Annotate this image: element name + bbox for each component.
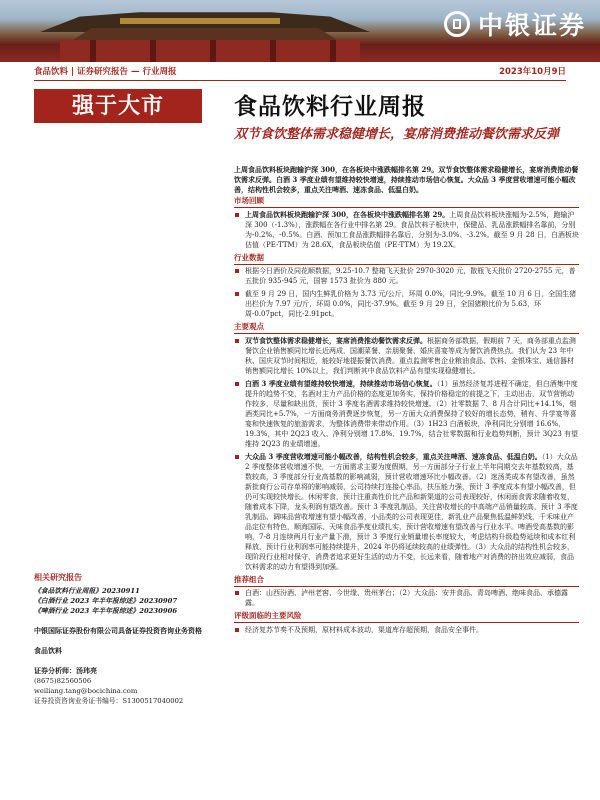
bullet-text: （1）虽然经济复苏进程不确定，但白酒集中度提升的趋势不变，名酒对主力产品价格的态度更加务实，保持价格稳定的前提之下，主动出击，双节营销动作较多，尽量和缺出货，预计 3 季度名酒需求维持较快增速。（2）社零数据 7、8 月合计同比+14.1%，烟酒类同比+5.7%，一方面商务消费逐步恢复，另一方面大众消费保持了较好的增长态势，稍有、升学宴等喜宴和快速恢复的旅游需求，为整体消费带来带动作用。（3）1H23 白酒板块，净利同比分别增 16.6%，19.3%，其中 2Q23 收入、净利分别增 17.8%、19.7%，结合社零数据和行业趋势判断，预计 3Q23 有望维持 2Q23 的业绩增速。 (245, 379, 579, 448)
related-report-link[interactable]: 《白酒行业 2023 年半年报综述》20230907 (34, 597, 178, 605)
qualification-notice: 中银国际证券股份有限公司具备证券投资咨询业务资格 (34, 626, 202, 635)
analyst-name: 证券分析师：汤玮亮 (34, 666, 97, 675)
report-body (234, 165, 579, 638)
bullet-square-icon (235, 213, 239, 217)
bullet-item (234, 452, 579, 572)
bullet-text: 根据商务部数据，假期前 7 天，商务部重点监测餐饮企业销售额同比增长近两成，国潮菜餐、亲朋聚餐、婚庆喜宴等成为餐饮消费热点。我们认为 23 年中秋、国庆双节时间相近，能较好地提振餐饮消费。重点监测零售企业粮油食品、饮料、金银珠宝、通信器材销售额同比增长 10%以上，我们判断其中食品饮料产品有望实现稳健增长。 (245, 336, 576, 375)
palace-column (90, 40, 96, 62)
header-banner (0, 0, 600, 62)
bullet-square-icon (235, 455, 239, 459)
bullet-square-icon (235, 292, 239, 296)
palace-column (330, 40, 336, 62)
section-heading-market: 市场回顾 (234, 196, 264, 205)
related-report-link[interactable]: 《啤酒行业 2023 年半年报综述》20230906 (34, 607, 178, 615)
section-divider (234, 264, 579, 265)
analyst-certificate: 证券投资咨询业务证书编号：S1300517040002 (34, 697, 184, 705)
section-divider (234, 586, 579, 587)
bullet-text: （1）大众品 2 季度整体营收增速不快，一方面需求主要为度假期，另一方面部分子行业上半年同期交去年基数较高，基数较高，3 季度部分行业高基数的影响减弱，预计营收增速环比小幅改善。（2）迷汤类成本有望改善，虽然新批商行公司存单将的影响减弱，公司持续打连接心率品，扶压能力强，预计 3 季度成本有望小幅改善，但仍可实现较快增长。休闲零食，预计注重高性价比产品和新渠道的公司表现较好，休闲面食需求随着收复，随着成本下降，龙头利润有望改善。预计 3 季度乳制品，关注营收增长的中高端产品销量较高，预计 3 季度乳制品、调味品营收增速有望小幅改善，小品类的公司表现更佳，新乳业产品聚焦低温鲜奶线，千禾味业产品定位有特色，顺海国际、天味食品季度业绩扎实，预计营收增速有望改善与行业水平。啤酒受高基数的影响，7-8 月连续两月行业产量下滑，预计 3 季度行业销量增长率度较大，考虑结构升级趋势延续和成本红利释放，预计行业利润率可能持续提升，2024 年仍将延续较高的业绩弹性。（3）大众品的结构性机会较多，现阶段行业相对保守，消费者追求更好生活的动力不变，长远来看，随着地产对消费的挤出效应减弱，食品饮料需求的动力有望得到加强。 (245, 452, 578, 571)
palace-column (150, 40, 156, 62)
report-header (34, 64, 566, 78)
palace-column (210, 40, 216, 62)
bullet-square-icon (235, 591, 239, 595)
section-heading-data: 行业数据 (234, 252, 264, 262)
bullet-text: 白酒：山西汾酒、泸州老窖、今世缘、贵州茅台；（2）大众品：安井食品、青岛啤酒、绝味食品、承德露露。 (245, 589, 568, 607)
palace-trim-decoration (120, 18, 280, 24)
report-date: 2023年10月9日 (499, 67, 566, 77)
page-subtitle: 双节食饮整体需求稳健增长，宴席消费推动餐饮需求反弹 (234, 127, 560, 142)
brand-name: 中银证券 (477, 11, 586, 40)
bullet-lead: 白酒 3 季度业绩有望维持较快增速，持续推动市场信心恢复。 (245, 378, 437, 388)
report-category: 食品饮料 | 证券研究报告 — 行业周报 (34, 67, 177, 77)
report-summary: 上周食品饮料板块跑输沪深 300，在各板块中涨跌幅排名第 29。双节食饮整体需求稳健增长，宴席消费推动餐饮需求反弹。白酒 3 季度业绩有望维持较快增速，持续推动市场信心恢复。大众品 3 季度营收增速可能小幅改善，结构性机会较多，重点关注啤酒、速冻食品、低温白奶。 (234, 165, 579, 194)
bullet-item (234, 289, 579, 319)
brand-logo (444, 6, 586, 42)
analyst-email[interactable]: weiliang.tang@bocichina.com (34, 687, 138, 695)
rating-badge: 强于大市 (34, 89, 202, 123)
bullet-text: 截至 9 月 29 日，国内生鲜乳价格为 3.73 元/公斤，环周 0.0%，同比-9.9%。截至 10 月 6 日，全国生猪出栏价为 7.97 元/斤，环周 0.0%，同比-37.9%。截至 9 月 29 日，全国猪粮比价为 5.63，环周-0.07pct，同比-2.91pct。 (245, 290, 577, 318)
analyst-phone: (8675)82560506 (34, 677, 92, 685)
related-report-link[interactable]: 《食品饮料行业周报》20230911 (34, 587, 140, 595)
section-divider (234, 333, 579, 334)
bullet-square-icon (235, 382, 239, 386)
bullet-item (234, 588, 579, 608)
section-divider (234, 207, 579, 208)
bullet-lead: 大众品 3 季度营收增速可能小幅改善，结构性机会较多，重点关注啤酒、速冻食品、低温白奶。 (245, 451, 542, 461)
section-heading-recommend: 推荐组合 (234, 574, 264, 584)
section-heading-views: 主要观点 (234, 322, 264, 331)
section-heading-risk: 评级面临的主要风险 (234, 611, 302, 620)
bank-logo-icon (444, 11, 470, 37)
bullet-item (234, 625, 579, 635)
bullet-square-icon (235, 628, 239, 632)
palace-column (270, 40, 276, 62)
bullet-square-icon (235, 339, 239, 343)
industry-label: 食品饮料 (34, 646, 62, 655)
sidebar (34, 573, 214, 706)
header-divider (34, 80, 566, 81)
bullet-item (234, 379, 579, 449)
bullet-lead: 上周食品饮料板块跑输沪深 300，在各板块中涨跌幅排名第 29。 (245, 209, 450, 219)
bullet-item (234, 336, 579, 376)
bullet-text: 上周食品饮料板块涨幅为-2.5%，跑输沪深 300（-1.3%），涨跌幅在各行业中排名第 29。食品饮料子板块中，保健品、乳品涨跌幅排名靠前，分别为-0.2%、-0.5%。白酒、预加工食品涨跌幅排名靠后，分别为-3.0%、-3.2%。截至 9 月 28 日，白酒板块估值（PE-TTM）为 28.6X，食品板块估值（PE-TTM）为 19.2X。 (245, 210, 579, 249)
bullet-text: 经济复苏节奏不及预期，原材料成本波动，渠道库存超预期，食品安全事件。 (245, 625, 483, 634)
bullet-item (234, 210, 579, 250)
page-title: 食品饮料行业周报 (234, 93, 426, 120)
bullet-lead: 双节食饮整体需求稳健增长，宴席消费推动餐饮需求反弹。 (245, 335, 427, 345)
related-reports-heading: 相关研究报告 (34, 573, 82, 582)
bullet-item (234, 266, 579, 286)
bullet-text: 根据今日酒价及同花顺数据，9.25-10.7 整箱飞天批价 2970-3020 元，散瓶飞天批价 2720-2755 元，普五批价 935-945 元，国窖 1573 批价为 880 元。 (245, 267, 576, 285)
bullet-square-icon (235, 269, 239, 273)
section-divider (234, 622, 579, 623)
